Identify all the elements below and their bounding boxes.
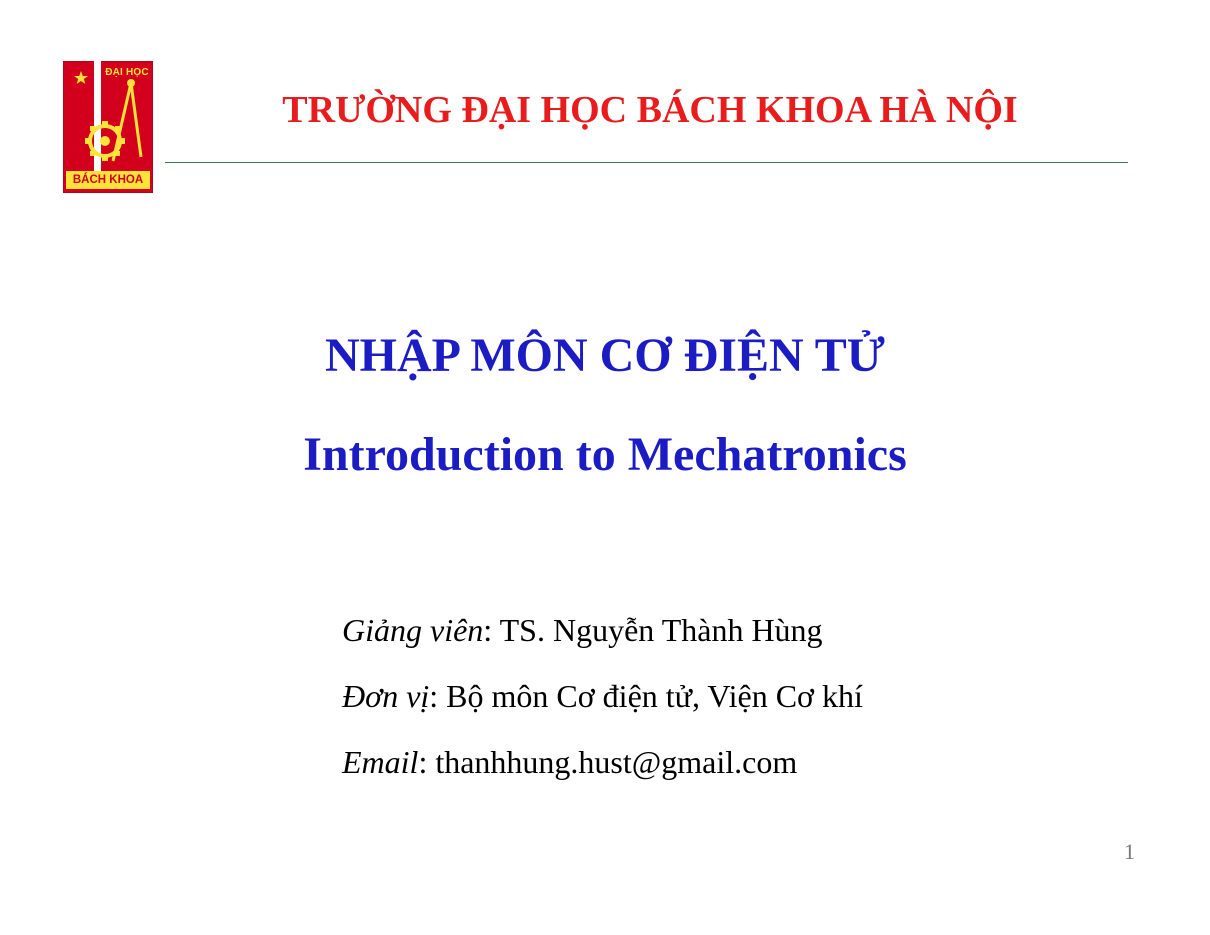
header-divider: [165, 162, 1128, 163]
course-title-english: Introduction to Mechatronics: [303, 428, 907, 481]
logo-top-text: ĐẠI HỌC: [105, 67, 149, 78]
university-name: TRƯỜNG ĐẠI HỌC BÁCH KHOA HÀ NỘI: [282, 89, 1018, 131]
course-title-vietnamese: NHẬP MÔN CƠ ĐIỆN TỬ: [324, 329, 885, 382]
page-number: 1: [1124, 839, 1135, 864]
email-line: [342, 742, 1102, 808]
lecturer-value: TS. Nguyễn Thành Hùng: [499, 612, 823, 648]
university-logo: [63, 61, 153, 193]
lecturer-line: [342, 610, 1102, 676]
unit-label: Đơn vị: [342, 678, 430, 714]
logo-bottom-text: BÁCH KHOA: [72, 174, 144, 186]
email-label: Email: [342, 744, 419, 780]
unit-value: Bộ môn Cơ điện tử, Viện Cơ khí: [446, 678, 863, 714]
course-info: [342, 610, 1102, 808]
email-separator: :: [418, 744, 436, 780]
lecturer-separator: :: [483, 612, 500, 648]
unit-line: [342, 676, 1102, 742]
email-value: thanhhung.hust@gmail.com: [435, 744, 798, 780]
unit-separator: :: [429, 678, 447, 714]
lecturer-label: Giảng viên: [342, 612, 484, 648]
